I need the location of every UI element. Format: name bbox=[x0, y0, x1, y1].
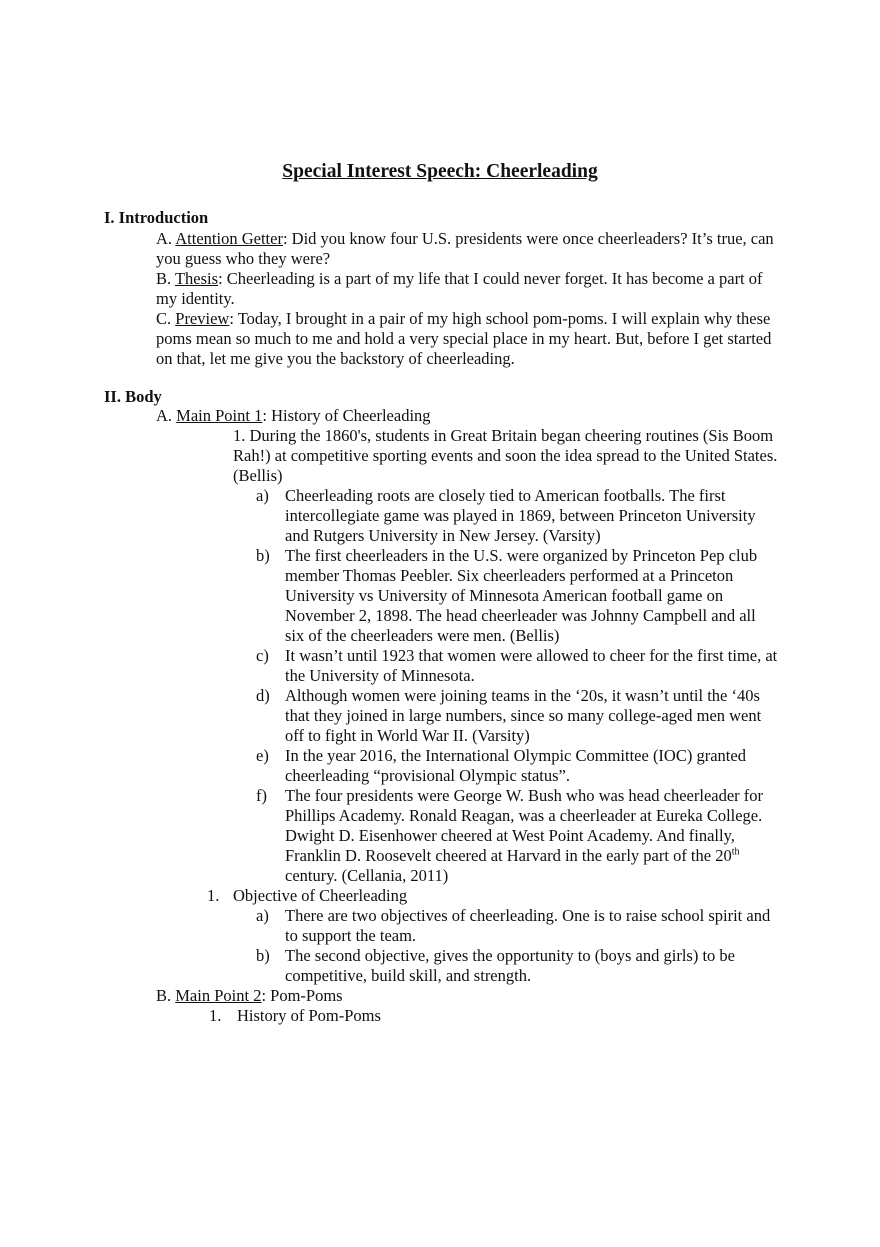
list-text: Cheerleading roots are closely tied to American footballs. The first intercollegiate game was played in 1869, between Princeton University and Rutgers University in New Jersey. (Varsity) bbox=[285, 486, 756, 545]
preview bbox=[156, 309, 778, 369]
history-subpoints bbox=[156, 486, 778, 886]
list-text: It wasn’t until 1923 that women were allowed to cheer for the first time, at the University of Minnesota. bbox=[285, 646, 778, 685]
item-label: Main Point 1 bbox=[176, 406, 263, 425]
list-item bbox=[256, 546, 778, 646]
list-marker: c) bbox=[256, 646, 269, 665]
list-marker: 1. bbox=[209, 1006, 222, 1025]
section-heading-introduction: I. Introduction bbox=[104, 208, 209, 227]
list-text-continued: century. (Cellania, 2011) bbox=[285, 866, 449, 885]
document-title: Special Interest Speech: Cheerleading bbox=[282, 161, 598, 182]
main-point-2 bbox=[156, 986, 778, 1006]
item-text: : History of Cheerleading bbox=[262, 406, 431, 425]
list-item bbox=[256, 906, 778, 946]
item-prefix: B. bbox=[156, 269, 175, 288]
item-text: : Did you know four U.S. presidents were once cheerleaders? It’s true, can you guess who they were? bbox=[156, 229, 774, 268]
objective-subpoints bbox=[156, 906, 778, 986]
list-text: The four presidents were George W. Bush who was head cheerleader for Phillips Academy. Ronald Reagan, was a cheerleader at Eureka College. Dwight D. Eisenhower cheered at West Point Academy. And finally, Franklin D. Roosevelt cheered at Harvard in the early part of the 20 bbox=[285, 786, 764, 865]
list-text: The second objective, gives the opportunity to (boys and girls) to be competitive, build skill, and strength. bbox=[285, 946, 735, 985]
thesis bbox=[156, 269, 778, 309]
list-marker: a) bbox=[256, 906, 269, 925]
list-item bbox=[256, 686, 778, 746]
item-label: Preview bbox=[175, 309, 230, 328]
history-point-1: 1. During the 1860's, students in Great Britain began cheering routines (Sis Boom Rah!) at competitive sporting events and soon the idea spread to the United States. (Bellis) bbox=[233, 426, 778, 485]
introduction-block bbox=[156, 229, 778, 369]
item-text: : Today, I brought in a pair of my high school pom-poms. I will explain why these poms mean so much to me and hold a very special place in my heart. But, before I get started on that, let me give you the backstory of cheerleading. bbox=[156, 309, 772, 368]
list-item bbox=[256, 786, 778, 886]
objective-heading bbox=[207, 886, 778, 906]
body-block bbox=[156, 406, 778, 1026]
item-text: : Cheerleading is a part of my life that I could never forget. It has become a part of my identity. bbox=[156, 269, 763, 308]
list-text: History of Pom-Poms bbox=[237, 1006, 381, 1025]
list-marker: 1. bbox=[207, 886, 220, 905]
list-item bbox=[256, 946, 778, 986]
list-text: There are two objectives of cheerleading. One is to raise school spirit and to support the team. bbox=[285, 906, 771, 945]
item-prefix: A. bbox=[156, 229, 176, 248]
item-label: Thesis bbox=[174, 269, 219, 288]
list-text: Although women were joining teams in the ‘20s, it wasn’t until the ‘40s that they joined in large numbers, since so many college-aged men went off to fight in World War II. (Varsity) bbox=[285, 686, 762, 745]
main-point-1 bbox=[156, 406, 778, 426]
list-marker: a) bbox=[256, 486, 269, 505]
pompoms-history bbox=[209, 1006, 778, 1026]
list-marker: f) bbox=[256, 786, 267, 805]
list-text: The first cheerleaders in the U.S. were organized by Princeton Pep club member Thomas Peebler. Six cheerleaders performed at a Princeton University vs University of Minnesota American football game on November 2, 1898. The head cheerleader was Johnny Campbell and all six of the cheerleaders were men. (Bellis) bbox=[285, 546, 758, 645]
list-text: In the year 2016, the International Olympic Committee (IOC) granted cheerleading “provisional Olympic status”. bbox=[285, 746, 746, 785]
list-marker: b) bbox=[256, 546, 270, 565]
item-prefix: C. bbox=[156, 309, 176, 328]
list-item bbox=[256, 486, 778, 546]
superscript: th bbox=[731, 846, 740, 858]
list-marker: b) bbox=[256, 946, 270, 965]
list-marker: d) bbox=[256, 686, 270, 705]
item-prefix: B. bbox=[156, 986, 176, 1005]
attention-getter bbox=[156, 229, 778, 269]
item-prefix: A. bbox=[156, 406, 177, 425]
item-label: Attention Getter bbox=[175, 229, 283, 248]
section-heading-body: II. Body bbox=[104, 387, 162, 406]
list-marker: e) bbox=[256, 746, 269, 765]
item-label: Main Point 2 bbox=[175, 986, 262, 1005]
list-item bbox=[256, 646, 778, 686]
item-text: : Pom-Poms bbox=[261, 986, 343, 1005]
list-text: Objective of Cheerleading bbox=[233, 886, 408, 905]
list-item bbox=[256, 746, 778, 786]
